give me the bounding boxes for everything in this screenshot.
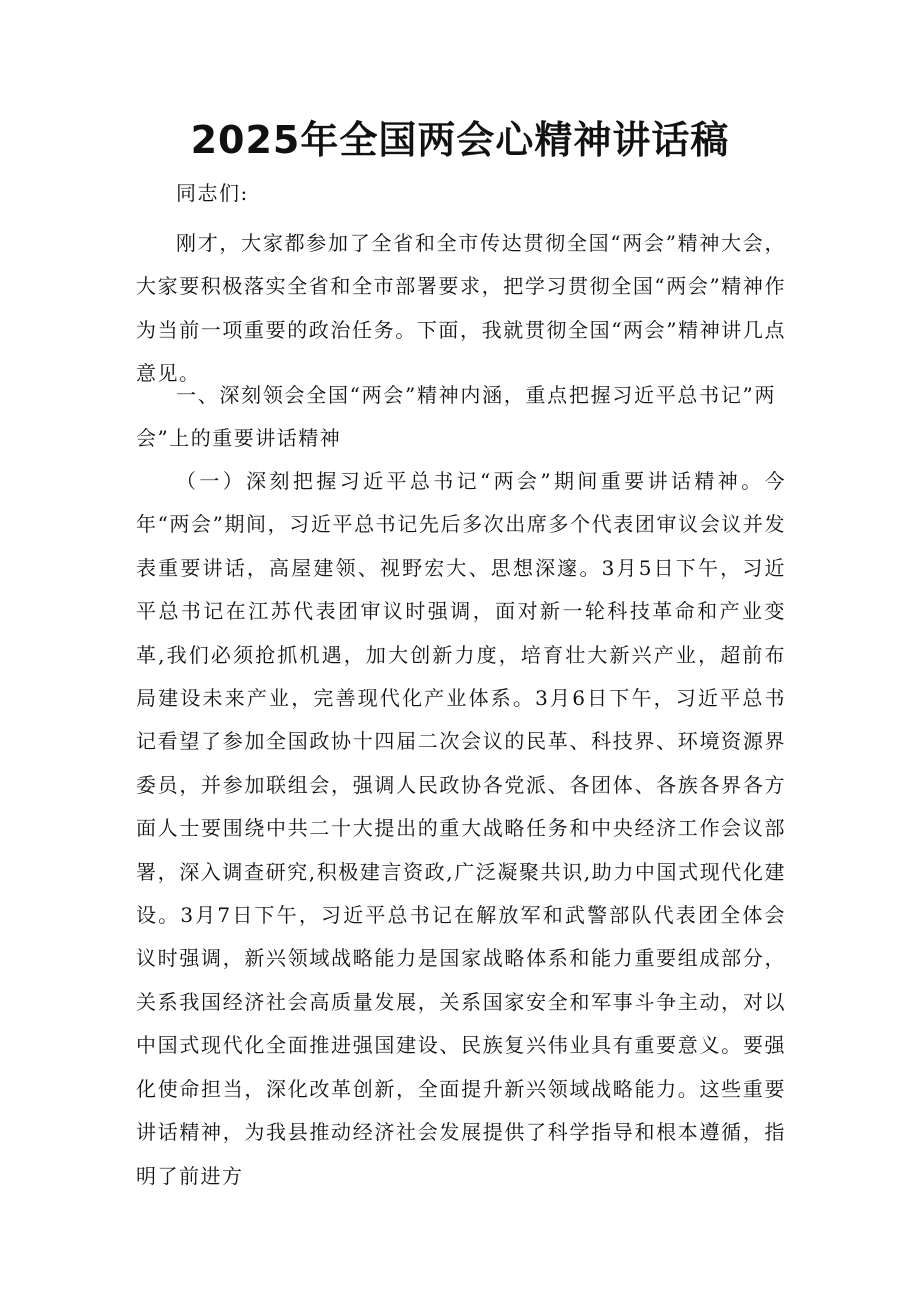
paragraph-intro: 刚才，大家都参加了全省和全市传达贯彻全国“两会”精神大会，大家要积极落实全省和全市部署要求，把学习贯彻全国“两会”精神作为当前一项重要的政治任务。下面，我就贯彻全国“两会”精神讲几点意见。 — [136, 231, 786, 386]
salutation: 同志们: — [176, 181, 249, 205]
document-title: 2025年全国两会心精神讲话稿 — [190, 118, 730, 162]
heading-section-1: 一、深刻领会全国“两会”精神内涵，重点把握习近平总书记”两会”上的重要讲话精神 — [136, 383, 776, 451]
paragraph-subsection-1: （一）深刻把握习近平总书记“两会”期间重要讲话精神。今年“两会”期间，习近平总书记先后多次出席多个代表团审议会议并发表重要讲话，高屋建领、视野宏大、思想深邃。3月5日下午，习近平总书记在江苏代表团审议时强调，面对新一轮科技革命和产业变革,我们必须抢抓机遇，加大创新力度，培育壮大新兴产业，超前布局建设未来产业，完善现代化产业体系。3月6日下午，习近平总书记看望了参加全国政协十四届二次会议的民革、科技界、环境资源界委员，并参加联组会，强调人民政协各党派、各团体、各族各界各方面人士要围绕中共二十大提出的重大战略任务和中央经济工作会议部署，深入调查研究,积极建言资政,广泛凝聚共识,助力中国式现代化建设。3月7日下午，习近平总书记在解放军和武警部队代表团全体会议时强调，新兴领域战略能力是国家战略体系和能力重要组成部分，关系我国经济社会高质量发展，关系国家安全和军事斗争主动，对以中国式现代化全面推进强国建设、民族复兴伟业具有重要意义。要强化使命担当，深化改革创新，全面提升新兴领域战略能力。这些重要讲话精神，为我县推动经济社会发展提供了科学指导和根本遵循，指明了前进方 — [136, 469, 786, 1188]
